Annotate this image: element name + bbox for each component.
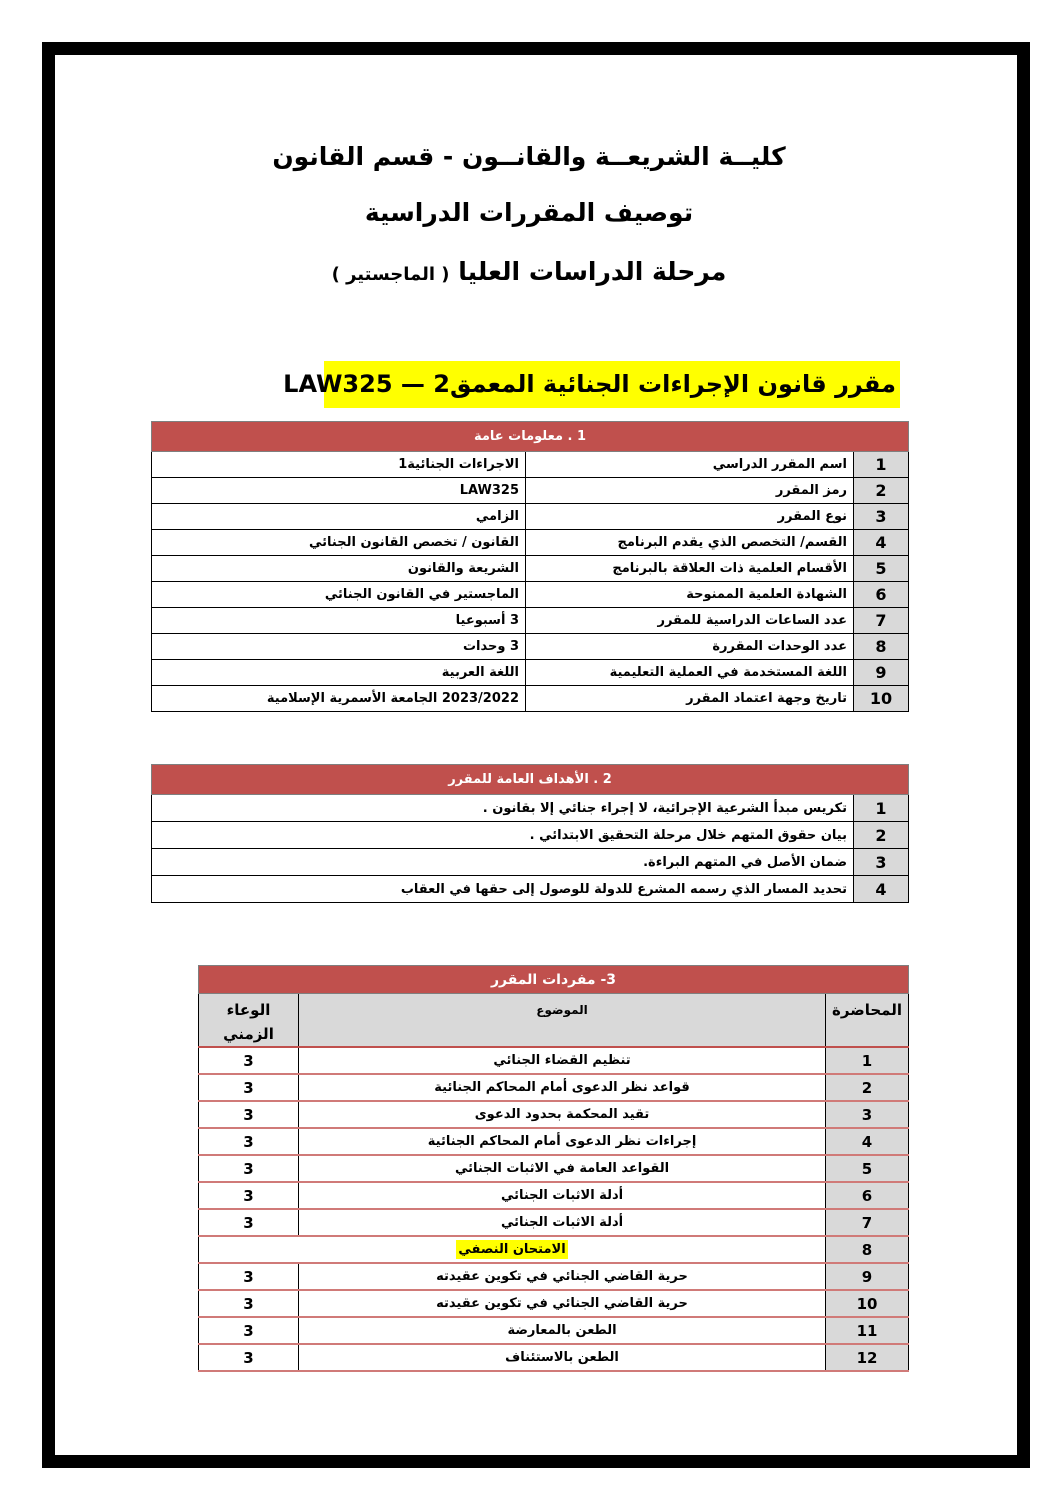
- info-row: [152, 452, 909, 478]
- faculty-heading: كليــة الشريعــة والقانــون - قسم القانون: [272, 142, 786, 171]
- topic-cell: تقيد المحكمة بحدود الدعوى: [299, 1101, 826, 1128]
- topic-row: [199, 1290, 909, 1317]
- objective-row: [152, 795, 909, 822]
- row-number: 10: [854, 686, 909, 712]
- row-number: 9: [854, 660, 909, 686]
- lecture-number: 9: [826, 1263, 909, 1290]
- objective-text: بيان حقوق المتهم خلال مرحلة التحقيق الابتدائي .: [152, 822, 854, 849]
- objective-text: تكريس مبدأ الشرعية الإجرائية، لا إجراء جنائي إلا بقانون .: [152, 795, 854, 822]
- course-topics-table: [198, 965, 909, 1372]
- info-value: الزامي: [152, 504, 526, 530]
- section-header: 2 . الأهداف العامة للمقرر: [152, 765, 909, 795]
- info-value: 3 أسبوعيا: [152, 608, 526, 634]
- info-value: الماجستير في القانون الجنائي: [152, 582, 526, 608]
- duration-cell: 3: [199, 1074, 299, 1101]
- objective-row: [152, 822, 909, 849]
- lecture-number: 7: [826, 1209, 909, 1236]
- duration-header-line1: الوعاء: [226, 1001, 271, 1019]
- topic-row: [199, 1074, 909, 1101]
- topic-row: [199, 1128, 909, 1155]
- duration-cell: 3: [199, 1047, 299, 1074]
- topic-row: [199, 1155, 909, 1182]
- topic-cell: الطعن بالمعارضة: [299, 1317, 826, 1344]
- course-title: مقرر قانون الإجراءات الجنائية المعمق2 — LAW325: [324, 361, 900, 408]
- lecture-number: 10: [826, 1290, 909, 1317]
- general-info-table: [151, 421, 909, 712]
- topic-cell: حرية القاضي الجنائي في تكوين عقيدته: [299, 1290, 826, 1317]
- objective-row: [152, 849, 909, 876]
- duration-cell: 3: [199, 1182, 299, 1209]
- info-row: [152, 608, 909, 634]
- topic-cell: قواعد نظر الدعوى أمام المحاكم الجنائية: [299, 1074, 826, 1101]
- lecture-number: 1: [826, 1047, 909, 1074]
- info-row: [152, 634, 909, 660]
- lecture-number: 11: [826, 1317, 909, 1344]
- lecture-number: 4: [826, 1128, 909, 1155]
- duration-cell: 3: [199, 1317, 299, 1344]
- lecture-number: 6: [826, 1182, 909, 1209]
- info-row: [152, 504, 909, 530]
- topic-cell: الطعن بالاستئناف: [299, 1344, 826, 1371]
- info-label: تاريخ وجهة اعتماد المقرر: [526, 686, 854, 712]
- section-header: 1 . معلومات عامة: [152, 422, 909, 452]
- topic-row: [199, 1047, 909, 1074]
- info-value: الشريعة والقانون: [152, 556, 526, 582]
- info-value: 3 وحدات: [152, 634, 526, 660]
- topic-cell: أدلة الاثبات الجنائي: [299, 1209, 826, 1236]
- topic-row: [199, 1263, 909, 1290]
- topic-cell: حرية القاضي الجنائي في تكوين عقيدته: [299, 1263, 826, 1290]
- info-label: اللغة المستخدمة في العملية التعليمية: [526, 660, 854, 686]
- info-label: نوع المقرر: [526, 504, 854, 530]
- info-label: الأقسام العلمية ذات العلاقة بالبرنامج: [526, 556, 854, 582]
- column-header-duration: [199, 994, 299, 1048]
- duration-header-line2: الزمني: [223, 1025, 274, 1043]
- duration-cell: 3: [199, 1101, 299, 1128]
- duration-cell: 3: [199, 1290, 299, 1317]
- section-header: 3- مفردات المقرر: [199, 966, 909, 994]
- row-number: 8: [854, 634, 909, 660]
- lecture-number: 12: [826, 1344, 909, 1371]
- topic-cell: القواعد العامة في الاثبات الجنائي: [299, 1155, 826, 1182]
- info-value: القانون / تخصص القانون الجنائي: [152, 530, 526, 556]
- topic-row: [199, 1101, 909, 1128]
- topic-row: [199, 1317, 909, 1344]
- lecture-number: 3: [826, 1101, 909, 1128]
- row-number: 1: [854, 452, 909, 478]
- row-number: 1: [854, 795, 909, 822]
- info-label: القسم/ التخصص الذي يقدم البرنامج: [526, 530, 854, 556]
- info-label: عدد الوحدات المقررة: [526, 634, 854, 660]
- info-row: [152, 660, 909, 686]
- lecture-number: 5: [826, 1155, 909, 1182]
- midterm-exam-label: الامتحان النصفي: [458, 1242, 566, 1257]
- study-level-text: مرحلة الدراسات العليا: [458, 257, 727, 286]
- info-row: [152, 582, 909, 608]
- info-row: [152, 556, 909, 582]
- topic-cell: إجراءات نظر الدعوى أمام المحاكم الجنائية: [299, 1128, 826, 1155]
- duration-cell: 3: [199, 1263, 299, 1290]
- info-row: [152, 686, 909, 712]
- info-label: الشهادة العلمية الممنوحة: [526, 582, 854, 608]
- topic-row: [199, 1182, 909, 1209]
- duration-cell: 3: [199, 1344, 299, 1371]
- duration-cell: 3: [199, 1128, 299, 1155]
- topic-row: [199, 1344, 909, 1371]
- objective-row: [152, 876, 909, 903]
- lecture-number: 8: [826, 1236, 909, 1263]
- row-number: 5: [854, 556, 909, 582]
- objective-text: ضمان الأصل في المتهم البراءة.: [152, 849, 854, 876]
- topic-row: [199, 1236, 909, 1263]
- row-number: 4: [854, 530, 909, 556]
- topic-row: [199, 1209, 909, 1236]
- topic-cell: أدلة الاثبات الجنائي: [299, 1182, 826, 1209]
- info-label: اسم المقرر الدراسي: [526, 452, 854, 478]
- row-number: 3: [854, 849, 909, 876]
- row-number: 4: [854, 876, 909, 903]
- info-row: [152, 478, 909, 504]
- row-number: 3: [854, 504, 909, 530]
- info-row: [152, 530, 909, 556]
- study-level-degree: ( الماجستير ): [331, 264, 450, 285]
- objectives-table: [151, 764, 909, 903]
- info-label: عدد الساعات الدراسية للمقرر: [526, 608, 854, 634]
- lecture-number: 2: [826, 1074, 909, 1101]
- row-number: 6: [854, 582, 909, 608]
- objective-text: تحديد المسار الذي رسمه المشرع للدولة للوصول إلى حقها في العقاب: [152, 876, 854, 903]
- info-value: الاجراءات الجنائية1: [152, 452, 526, 478]
- row-number: 7: [854, 608, 909, 634]
- row-number: 2: [854, 478, 909, 504]
- info-value: اللغة العربية: [152, 660, 526, 686]
- duration-cell: 3: [199, 1155, 299, 1182]
- course-description-heading: توصيف المقررات الدراسية: [364, 198, 694, 227]
- study-level-heading: [0, 257, 1058, 286]
- topic-cell: تنظيم القضاء الجنائي: [299, 1047, 826, 1074]
- topic-cell: [199, 1236, 826, 1263]
- row-number: 2: [854, 822, 909, 849]
- info-value: LAW325: [152, 478, 526, 504]
- duration-cell: 3: [199, 1209, 299, 1236]
- info-value: 2023/2022 الجامعة الأسمرية الإسلامية: [152, 686, 526, 712]
- column-header-topic: الموضوع: [299, 994, 826, 1048]
- column-header-lecture: المحاضرة: [826, 994, 909, 1048]
- info-label: رمز المقرر: [526, 478, 854, 504]
